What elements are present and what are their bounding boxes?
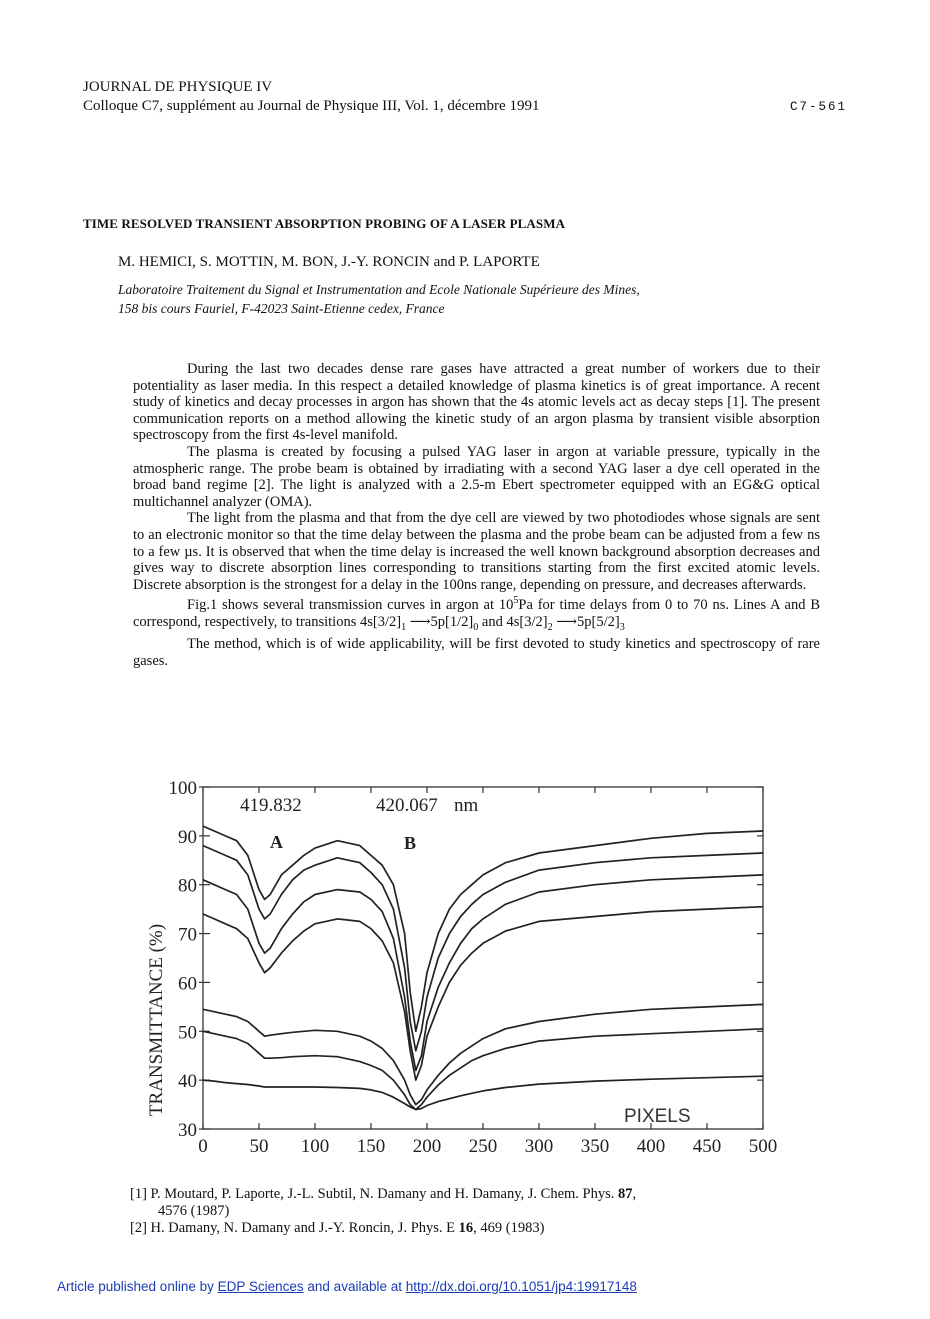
paragraph-1: During the last two decades dense rare gases have attracted a great number of workers due to their potentiality as laser media. In this respect a detailed knowledge of plasma kinetics is of great importance. A recent study of kinetics and decay processes in argon has shown that the 4s atomic levels act as decay steps [1]. The present communication reports on a method allowing the kinetic study of an argon plasma by transient visible absorption spectroscopy from the first 4s-level manifold.	[133, 361, 820, 444]
ref2-text: [2] H. Damany, N. Damany and J.-Y. Roncin, J. Phys. E	[130, 1220, 459, 1236]
footer-text-2: and available at	[303, 1279, 406, 1294]
y-tick-label: 100	[168, 778, 197, 799]
p4-text-a: Fig.1 shows several transmission curves in argon at 10	[187, 597, 514, 614]
footer	[57, 1279, 637, 1294]
p4-sub-3: 2	[547, 621, 553, 633]
ref1-volume: 87	[618, 1186, 633, 1202]
reference-1	[130, 1186, 636, 1203]
p4-text-b: Pa for time delays from 0 to 70 ns. Lines A and B correspond, respectively, to transitions 4s[3/2]	[133, 597, 820, 630]
annotation-line-a: A	[270, 832, 283, 852]
annotation-line-b: B	[404, 833, 417, 853]
references	[130, 1186, 636, 1237]
x-tick-label: 400	[636, 1136, 666, 1157]
body-text	[133, 361, 820, 669]
doi-link[interactable]: http://dx.doi.org/10.1051/jp4:19917148	[405, 1279, 637, 1294]
paper-authors: M. HEMICI, S. MOTTIN, M. BON, J.-Y. RONCIN and P. LAPORTE	[118, 254, 540, 270]
y-tick-label: 60	[178, 973, 197, 995]
annotation-wavelength-b: 420.067	[376, 795, 438, 816]
x-tick-label: 100	[300, 1136, 330, 1157]
p4-text-c: and 4s[3/2]	[478, 613, 548, 630]
page-number: C7-561	[790, 100, 848, 114]
colloque-line: Colloque C7, supplément au Journal de Physique III, Vol. 1, décembre 1991	[83, 98, 540, 114]
journal-name: JOURNAL DE PHYSIQUE IV	[83, 79, 273, 95]
transmission-curve-6	[203, 1029, 763, 1110]
footer-text-1: Article published online by	[57, 1279, 218, 1294]
x-tick-label: 250	[468, 1136, 498, 1157]
paragraph-3: The light from the plasma and that from the dye cell are viewed by two photodiodes whose signals are sent to an electronic monitor so that the time delay between the plasma and the probe beam can be adjusted from a few ns to a few µs. It is observed that when the time delay is increased the well known background absorption decreases and gives way to discrete absorption lines corresponding to transitions starting from the first excited atomic levels. Discrete absorption is the strongest for a delay in the 100ns range, depending on pressure, and decreases afterwards.	[133, 510, 820, 593]
paper-title: TIME RESOLVED TRANSIENT ABSORPTION PROBING OF A LASER PLASMA	[83, 216, 566, 231]
x-tick-label: 500	[748, 1136, 778, 1157]
reference-2	[130, 1220, 636, 1237]
x-tick-label: 300	[524, 1136, 554, 1157]
x-tick-label: 150	[356, 1136, 386, 1157]
x-tick-label: 450	[692, 1136, 722, 1157]
paragraph-4	[133, 593, 820, 636]
y-tick-label: 90	[178, 826, 197, 848]
transmittance-chart	[140, 770, 800, 1165]
transmission-curve-4	[203, 907, 763, 1080]
x-axis-label: PIXELS	[624, 1106, 691, 1127]
y-tick-label: 40	[178, 1071, 197, 1093]
ref1-text: [1] P. Moutard, P. Laporte, J.-L. Subtil, N. Damany and H. Damany, J. Chem. Phys.	[130, 1186, 618, 1202]
y-tick-label: 70	[178, 924, 197, 946]
y-tick-label: 80	[178, 875, 197, 897]
x-tick-label: 350	[580, 1136, 610, 1157]
p4-sup: 5	[513, 595, 519, 607]
ref2-tail: , 469 (1983)	[473, 1220, 545, 1236]
x-tick-label: 50	[249, 1136, 269, 1157]
x-tick-label: 0	[198, 1136, 208, 1157]
p4-arrow-1: ⟶5p[1/2]	[406, 613, 474, 630]
paragraph-2: The plasma is created by focusing a pulsed YAG laser in argon at variable pressure, typically in the atmospheric range. The probe beam is obtained by irradiating with a second YAG laser a dye cell operated in the broad band regime [2]. The light is analyzed with a 2.5-m Ebert spectrometer equipped with an EG&G optical multichannel analyzer (OMA).	[133, 443, 820, 510]
y-axis-label: TRANSMITTANCE (%)	[146, 923, 167, 1117]
p4-arrow-2: ⟶5p[5/2]	[552, 613, 620, 630]
reference-1-cont: 4576 (1987)	[158, 1203, 230, 1219]
transmission-curve-7	[203, 1076, 763, 1109]
transmission-curve-3	[203, 875, 763, 1071]
transmission-curve-5	[203, 1004, 763, 1104]
affiliation-line-1: Laboratoire Traitement du Signal et Instrumentation and Ecole Nationale Supérieure des Mines,	[118, 282, 640, 297]
affiliation	[118, 280, 640, 318]
p4-sub-1: 1	[401, 621, 407, 633]
paragraph-5: The method, which is of wide applicability, will be first devoted to study kinetics and spectroscopy of rare gases.	[133, 636, 820, 669]
ref1-comma: ,	[632, 1186, 637, 1202]
y-tick-label: 50	[178, 1022, 197, 1044]
x-tick-label: 200	[412, 1136, 442, 1157]
p4-sub-2: 0	[473, 621, 479, 633]
ref2-volume: 16	[458, 1220, 474, 1236]
journal-header	[83, 78, 539, 116]
p4-sub-4: 3	[619, 621, 625, 633]
y-tick-label: 30	[178, 1120, 197, 1141]
annotation-unit: nm	[454, 795, 479, 816]
edp-sciences-link[interactable]: EDP Sciences	[217, 1279, 304, 1294]
affiliation-line-2: 158 bis cours Fauriel, F-42023 Saint-Etienne cedex, France	[118, 301, 445, 316]
annotation-wavelength-a: 419.832	[240, 795, 302, 816]
